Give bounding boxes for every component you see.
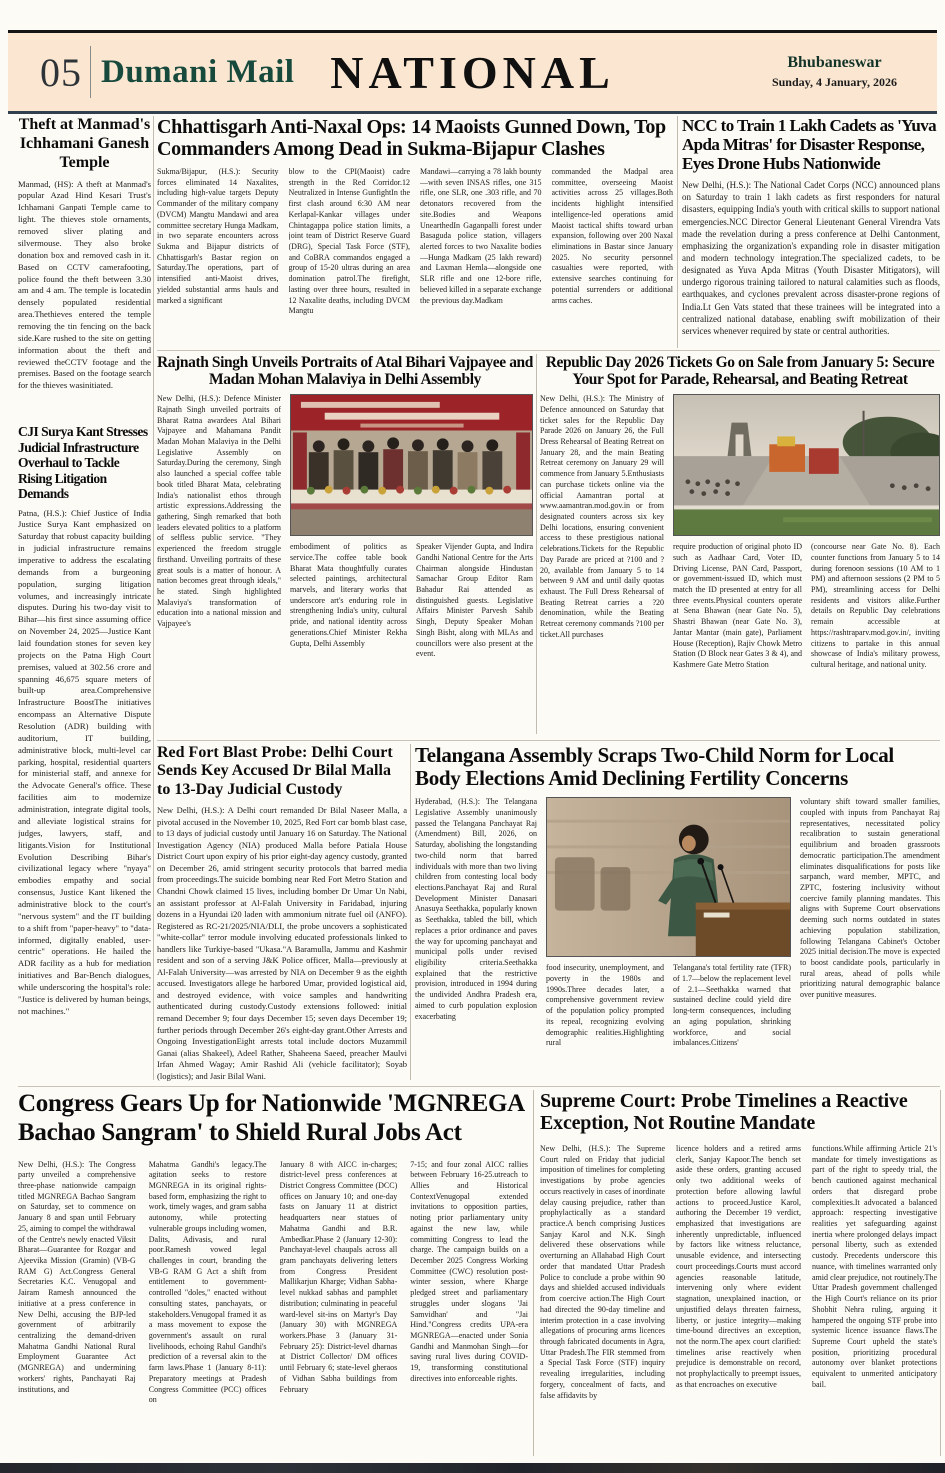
article-body: Patna, (H.S.): Chief Justice of India Justice Surya Kant emphasized on Saturday that robust capacity building in judicial infrastructure remains imperative to address the escalating demands from a burgeoning population, surging litigation volumes, and increasingly intricate disputes. During his two-day visit to Bihar—his first since assuming office on November 24, 2025—Justice Kant laid foundation stones for seven key projects on the Patna High Court premises, valued at 302.56 crore and spanning 46,675 square meters of built-up area.Comprehensive Infrastructure BoostThe initiatives encompass an Alternative Dispute Resolution (ADR) building with auditorium, IT building, administrative block, multi-level car parking, hospital, residential quarters for ministerial staff, and annexe for the Advocate General's office. These facilities aim to modernize administration, integrate digital tools, and alleviate logistical strains for judges, lawyers, staff, and litigants.Vision for Institutional Evolution Describing Bihar's civilizational legacy where "nyaya" embodies empathy and social consensus, Justice Kant likened the administrative block to the court's "nervous system" and the IT building to a shift from "paper-heavy" to "data-informed, digitally enabled, user-centric" operations. He hailed the ADR facility as a hub for mediation initiatives and Bar-Bench dialogues, while underscoring the hospital's role: "Justice is delivered by human beings, not machines." [18,507,151,1016]
article-column: voluntary shift toward smaller families, coupled with inputs from Panchayat Raj representatives, necessitated policy recalibration to sustain generational equilibrium and broaden grassroots democratic participation.The amendment eliminates disqualifications for posts like sarpanch, ward member, MPTC, and ZPTC, fostering inclusivity without coercive family planning mandates. This aligns with Supreme Court observations deeming such norms outdated in states achieving population stabilization, following Telangana Cabinet's October 2025 initial decision.The move is expected to boost candidate pools, particularly in rural areas, ahead of polls while prioritizing natural demographic balance over punitive measures. [800,797,940,1000]
article-theft-manmad-temple [18,116,151,416]
article-supreme-court-probe-timelines [540,1090,938,1458]
article-column: require production of original photo ID such as Aadhaar Card, Voter ID, Driving License, PAN Card, Passport, or government-issued ID, which must match the ID presented at entry for all three events.Physical counters operate at Sena Bhawan (near Gate No. 5), Shastri Bhawan (near Gate No. 3), Jantar Mantar (main gate), Parliament House (Reception), Rajiv Chowk Metro Station (D Block near Gates 3 & 4), and Kashmere Gate Metro Station [673,542,802,669]
article-column: Telangana's total fertility rate (TFR) of 1.7—below the replacement level of 2.1—Seethakka warned that sustained decline could yield dire long-term consequences, including an aging population, shrinking workforce, and social imbalances.Citizens' [673,963,791,1048]
page-number: 05 [40,49,82,95]
article-chhattisgarh-antinaxal [157,116,673,348]
edition-date: Sunday, 4 January, 2026 [771,75,897,89]
column-divider [410,744,411,1080]
column-divider [533,1090,534,1456]
masthead [8,30,937,114]
article-column: Hyderabad, (H.S.): The Telangana Legislative Assembly unanimously passed the Telangana Panchayat Raj (Amendment) Bill, 2026, on Saturday, abolishing the longstanding two-child norm that barred individuals with more than two living children from contesting local body elections.Panchayat Raj and Rural Development Minister Danasari Anasuya Seethakka, popularly known as Seethakka, tabled the bill, which replaces a prior ordinance and paves the way for upcoming panchayat and municipal polls under revised eligibility criteria.Seethakka explained that the restrictive provision, introduced in 1994 during the undivided Andhra Pradesh era, aimed to curb population explosion exacerbating [415,797,537,1021]
article-column: New Delhi, (H.S.): The Supreme Court ruled on Friday that judicial imposition of timelines for completing investigations by probe agencies occurs reactively in cases of inordinate delay causing prejudice, rather than prophylactically as a standard practice.A bench comprising Justices Sanjay Karol and N.K. Singh delivered these observations while overturning an Allahabad High Court order that mandated Uttar Pradesh Police to conclude a probe within 90 days and shielded accused individuals from coercive action.The High Court had directed the 90-day timeline and interim protection in a case involving allegations of procuring arms licences through fabricated documents in Agra, Uttar Pradesh.The FIR stemmed from a Special Task Force (STF) inquiry revealing irregularities, including forgery, concealment of facts, and false affidavits by [540,1144,665,1400]
article-headline: Telangana Assembly Scraps Two-Child Norm for Local Body Elections Amid Declining Fertility Concerns [415,744,894,791]
page-bottom-bar [0,1463,945,1473]
article-headline: Chhattisgarh Anti-Naxal Ops: 14 Maoists Gunned Down, Top Commanders Among Dead in Sukma-Bijapur Clashes [157,116,666,160]
article-rajnath-portraits [157,354,533,736]
article-column: Mahatma Gandhi's legacy.The agitation seeks to restore MGNREGA in its original rights-based form, emphasizing the right to work, timely wages, and gram sabha autonomy, while protecting vulnerable groups including women, Dalits, Adivasis, and rural poor.Ramesh vowed legal challenges in court, branding the VB-G RAM G Act a shift from entitlement to government-controlled "doles," enacted without consulting states, panchayats, or stakeholders.Venugopal framed it as a mass movement to expose the government's assault on rural livelihoods, echoing Rahul Gandhi's prediction of a reversal akin to the farm laws.Phase 1 (January 8-11): Preparatory meetings at Pradesh Congress Committee (PCC) offices on [148,1159,267,1405]
article-headline: Rajnath Singh Unveils Portraits of Atal Bihari Vajpayee and Madan Mohan Malaviya in Delhi Assembly [157,354,533,389]
article-headline: Red Fort Blast Probe: Delhi Court Sends Key Accused Dr Bilal Malla to 13-Day Judicial Custody [157,744,393,798]
article-column: 7-15; and four zonal AICC rallies between February 16-25.utreach to Allies and Historical ContextVenugopal extended invitations to opposition parties, noting prior parliamentary unity against the new law, while committing Congress to lead the charge. The campaign builds on a December 2025 Congress Working Committee (CWC) resolution post-winter session, where Kharge pledged street and parliamentary struggles under slogans 'Jai Samvidhan' and "Jai Hind."Congress credits UPA-era MGNREGA—enacted under Sonia Gandhi and Manmohan Singh—for saving rural lives during COVID-19, transforming constitutional directives into enforceable rights. [410,1159,528,1383]
article-headline: NCC to Train 1 Lakh Cadets as 'Yuva Apda Mitras' for Disaster Response, Eyes Drone Hubs Nationwide [682,116,937,174]
article-column: (concourse near Gate No. 8). Each counter functions from January 5 to 14 during forenoon sessions (10 AM to 1 PM) and afternoon sessions (2 PM to 5 PM), streamlining access for Delhi residents and visitors alike.Further details on Republic Day celebrations remain accessible at https://rashtraparv.mod.gov.in/, inviting citizens to partake in this annual showcase of India's military prowess, cultural heritage, and national unity. [811,542,940,669]
article-column: commanded the Madpal area committee, overseeing Maoist activities across 25 villages.Both incidents highlight intensified intelligence-led operations amid Maoist tactical shifts toward urban expansion, following over 200 Naxal eliminations in Bastar since January 2025. No security personnel casualties were reported, with extensive searches continuing for potential surrenders or additional arms caches. [551,167,673,305]
article-headline: Congress Gears Up for Nationwide 'MGNREGA Bachao Sangram' to Shield Rural Jobs Act [18,1090,524,1146]
article-republic-day-tickets [540,354,940,736]
article-headline: Theft at Manmad's Ichhamani Ganesh Temple [18,116,151,171]
article-column: January 8 with AICC in-charges; district-level press conferences at District Congress Committee (DCC) offices on January 10; and one-day fasts on January 11 at district headquarters near statues of Mahatma Gandhi and B.R. Ambedkar.Phase 2 (January 12-30): Panchayat-level chaupals across all gram panchayats delivering letters from Congress President Mallikarjun Kharge; Vidhan Sabha-level nukkad sabhas and pamphlet distribution; culminating in peaceful ward-level sit-ins on Martyr's Day (January 30) with MGNREGA workers.Phase 3 (January 31-February 25): District-level dharnas at District Collector/ DM offices until February 6; state-level gheraos of Vidhan Sabha buildings from February [279,1159,398,1394]
section-divider [157,350,940,351]
newspaper-brand: Dumani Mail [101,53,295,90]
article-cji-judicial-infrastructure [18,424,151,1080]
masthead-left [40,46,294,98]
article-red-fort-blast-probe [157,744,407,1082]
article-headline: CJI Surya Kant Stresses Judicial Infrastructure Overhaul to Tackle Rising Litigation Demands [18,424,148,502]
section-divider [18,1086,940,1087]
article-photo-seethakka-assembly [546,797,791,957]
column-divider [677,116,678,348]
article-photo-parade-kartavya-path [673,394,940,536]
article-photo-unveiling-ceremony [290,394,533,536]
masthead-dateline [772,54,897,90]
article-column: Mandawi—carrying a 78 lakh bounty—with seven INSAS rifles, one 315 rifle, one SLR, one .303 rifle, and 70 detonators recovered from the site.Bodies and Weapons UnearthedIn Gaganpalli forest under Basaguda police station, villagers alerted forces to two Naxalite bodies—Hunga Madkam (25 lakh reward) and Laxman Hemla—alongside one SLR rifle and one 12-bore rifle, believed killed in a separate exchange the previous day.Madkam [420,167,542,305]
unveiling-ceremony-illustration [291,395,532,535]
article-column: blow to the CPI(Maoist) cadre strength in the Red Corridor.12 Neutralized in Intense GunfightIn the first clash around 6:30 AM near Kerlapal-Kankar villages under Chintagappa police station limits, a joint team of District Reserve Guard (DRG), Special Task Force (STF), and CoBRA commandos engaged a group of 15-20 ultras during an area domination patrol.The firefight, lasting over three hours, resulted in 12 Naxalite deaths, including DVCM Mangtu [288,167,410,316]
edition-city: Bhubaneswar [787,54,882,71]
section-title: NATIONAL [330,46,615,98]
article-column: Sukma/Bijapur, (H.S.): Security forces eliminated 14 Naxalites, including high-value targets Deputy Commander of the military company (DVCM) Mangtu Mandawi and area committee secretary Hunga Madkam, in two separate encounters across Sukma and Bijapur districts of Chhattisgarh's Bastar region on Saturday.The operations, part of intensified anti-Maoist drives, yielded substantial arms hauls and marked a significant [157,167,279,305]
article-column: New Delhi, (H.S.): The Ministry of Defence announced on Saturday that ticket sales for the Republic Day Parade 2026 on January 26, the Full Dress Rehearsal of Beating Retreat on January 28, and the main Beating Retreat ceremony on January 29 will commence from January 5.Enthusiasts can purchase tickets online via the official Aamantran portal at www.aamantran.mod.gov.in or from designated counters across six key Delhi locations, ensuring convenient access to these prestigious national celebrations.Tickets for the Republic Day Parade are priced at ?100 and ?20, available from January 5 to 14 between 9 AM and until daily quotas exhaust. The Full Dress Rehearsal of Beating Retreat carries a ?20 denomination, while the Beating Retreat ceremony commands ?100 per ticket.All purchases [540,394,664,639]
article-telangana-two-child-norm [415,744,940,1082]
article-column: embodiment of politics as service.The coffee table book Bharat Mata thoughtfully curates selected paintings, architectural marvels, and literary works that underscore art's enduring role in strengthening India's unity, cultural pride, and national identity across generations.Chief Minister Rekha Gupta, Delhi Assembly [290,542,407,648]
article-column: food insecurity, unemployment, and poverty in the 1980s and 1990s.Three decades later, a comprehensive government review of the population policy prompted its repeal, recognizing evolving demographic realities.Highlighting rural [546,963,664,1048]
assembly-speech-illustration [547,798,790,956]
article-body: New Delhi, (H.S.): The National Cadet Corps (NCC) announced plans on Saturday to train 1 lakh cadets as first responders for natural disasters, equipping India's youth with critical skills to support national emergencies.NCC Director General Lieutenant General Virendra Vats made the revelation during a press conference at Delhi Cantonment, emphasizing the organization's expanding role in disaster mitigation and modern technology integration.The specialized cadets, to be designated as Yuva Apda Mitras (Youth Disaster Mitigators), will undergo rigorous training tailored to natural calamities such as floods, earthquakes, and cyclones prevalent across disaster-prone regions of India.Lt Gen Vats stated that these trainees will be integrated into a centralized national database, enabling swift mobilization of their services whenever required by state or central authorities. [682,180,940,336]
article-column: New Delhi, (H.S.): The Congress party unveiled a comprehensive three-phase nationwide campaign titled MGNREGA Bachao Sangram on Saturday, set to commence on January 8 and span until February 25, aiming to compel the withdrawal of the Centre's newly enacted Viksit Bharat—Guarantee for Rozgar and Ajeevika Mission (Gramin) (VB-G RAM G) Act.Congress General Secretaries K.C. Venugopal and Jairam Ramesh announced the initiative at a press conference in New Delhi, accusing the BJP-led government of arbitrarily centralizing the demand-driven Mahatma Gandhi National Rural Employment Guarantee Act (MGNREGA) and undermining workers' rights, Panchayati Raj institutions, and [18,1159,136,1394]
article-headline: Republic Day 2026 Tickets Go on Sale from January 5: Secure Your Spot for Parade, Rehearsal, and Beating Retreat [545,354,935,389]
article-column: New Delhi, (H.S.): Defence Minister Rajnath Singh unveiled portraits of Bharat Ratna awardees Atal Bihari Vajpayee and Mahamana Pandit Madan Mohan Malaviya in the Delhi Legislative Assembly on Saturday.During the ceremony, Singh also launched a special coffee table book titled Bharat Mata, celebrating India's nationalist ethos through artistic expressions.Addressing the gathering, Singh remarked that both leaders elevated politics to a platform of selfless public service. "They experienced the freedom struggle firsthand. Unveiling portraits of these great souls is a matter of honour. A nation becomes great through ideals," he stated. Singh highlighted Malaviya's transformation of education into a national mission and Vajpayee's [157,394,281,629]
article-headline: Supreme Court: Probe Timelines a Reactive Exception, Not Routine Mandate [540,1090,908,1134]
page-edge-rule [940,1090,941,1456]
article-congress-mgnrega-campaign [18,1090,528,1458]
article-ncc-yuva-apda-mitras [682,116,940,348]
article-body: Manmad, (HS): A theft at Manmad's popular Azad Hind Kesari Trust's Ichhamani Ganpati Temple came to light. The thieves stole ornaments, removed sliver plating and silvermouse. They also broke donation box and removed cash in it. Based on CCTV camerafooting, police found the theft between 3.30 am and 4 am. The temple is locatedin densely populated residential area.Thethieves entered the temple removing the tin fencing on the back side.Kare rushed to the site on getting information about the theft and reviewed theCCTV footage and the premises. Based on the footage search for the thieves wasinitiated. [18,178,151,391]
column-divider [153,116,154,1080]
column-divider [536,354,537,734]
article-column: licence holders and a retired arms clerk, Sanjay Kapoor.The bench set aside these orders, granting accused only two additional weeks of protection before allowing lawful actions to proceed.Justice Karol, authoring the December 19 verdict, emphasized that investigations are inherently unpredictable, influenced by factors like witness reluctance, unusable evidence, and intersecting court proceedings.Courts must accord agencies reasonable latitude, intervening only where evident stagnation, unexplained inaction, or unjustified delays threaten fairness, liberty, or justice integrity—making time-bound directives an exception, not the norm.The apex court clarified: timelines arise reactively when prejudice is demonstrable on record, not prophylactically to preempt issues, as that encroaches on executive [676,1144,801,1389]
section-divider [157,740,940,741]
masthead-divider [90,46,91,98]
article-column: Speaker Vijender Gupta, and Indira Gandhi National Centre for the Arts Chairman alongside Hindustan Samachar Group Editor Ram Bahadur Rai attended as distinguished guests. Legislative Affairs Minister Parvesh Sahib Singh, Deputy Speaker Mohan Singh Bisht, along with MLAs and councillors were also present at the event. [416,542,533,659]
article-column: functions.While affirming Article 21's mandate for timely investigations as part of the right to speedy trial, the bench cautioned against mechanical orders that disregard probe complexities.It advocated a balanced approach: respecting investigative realities yet safeguarding against inertia where prolonged delays impact personal liberty, such as extended custody. Precedents underscore this nuance, with timelines warranted only amid clear prejudice, not routinely.The Uttar Pradesh government challenged the High Court's reliance on its prior Shobhit Nehra ruling, arguing it hampered the ongoing STF probe into systemic licence issuance flaws.The Supreme Court upheld the state's position, prioritizing procedural autonomy over blanket protections equivalent to unmerited anticipatory bail. [812,1144,937,1389]
parade-illustration [674,395,939,535]
article-body: New Delhi, (H.S.): A Delhi court remanded Dr Bilal Naseer Malla, a pivotal accused in the November 10, 2025, Red Fort car bomb blast case, to 13 days of judicial custody until January 16 on Saturday. The National Investigation Agency (NIA) produced Malla before Patiala House District Court upon expiry of his prior eight-day agency custody, granted on December 26, amid stringent security protocols that barred media from proceedings.The suicide bombing near Red Fort Metro Station and Chandni Chowk claimed 15 lives, including bomber Dr Umar Un Nabi, an assistant professor at Al-Falah University in Faridabad, injuring dozens in a Hyundai i20 laden with ammonium nitrate fuel oil (ANFO). Registered as RC-21/2025/NIA/DLI, the probe uncovers a sophisticated "white-collar" terror module involving educated professionals linked to handlers like Turkiye-based "Ukasa."A Baramulla, Jammu and Kashmir resident and son of a serving J&K Police officer, Malla—previously at Al-Falah University—was arrested by NIA on December 9 as the eighth accused. Investigators allege he harbored Umar, provided logistical aid, and destroyed evidence, with voice samples and handwriting authenticated during custody.Custody extensions followed: initial remand December 9; four days December 15; seven days December 19; further periods through December 26's eight-day grant.Other Arrests and Ongoing InvestigationEight arrests total include doctors Muzammil Ganai (alias Shakeel), Adeel Rather, Shaheena Saeed, preacher Maulvi Irfan Ahmed Wagay; Amir Rashid Ali (vehicle facilitator); Soyab (logistics); and Jasir Bilal Wani. [157,805,407,1081]
